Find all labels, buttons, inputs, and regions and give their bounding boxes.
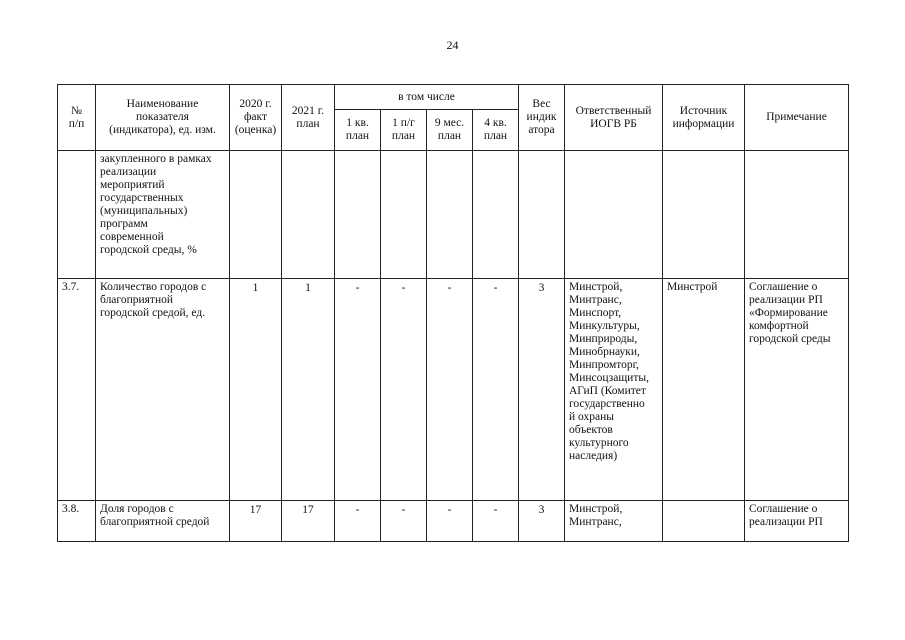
cell-q4	[473, 151, 519, 279]
cell-weight: 3	[538, 504, 545, 516]
cell-note: Соглашение о реализации РП	[745, 501, 849, 542]
header-q1-plan: 1 кв. план	[335, 110, 381, 151]
header-including: в том числе	[335, 85, 519, 110]
header-q4-plan: 4 кв. план	[473, 110, 519, 151]
header-plan-2021: 2021 г. план	[282, 85, 335, 151]
cell-h1: -	[401, 282, 406, 294]
cell-q1: -	[355, 282, 360, 294]
cell-h1	[381, 151, 427, 279]
header-fact-2020: 2020 г. факт (оценка)	[230, 85, 282, 151]
cell-note	[745, 151, 849, 279]
cell-responsible: Минстрой, Минтранс,	[565, 501, 663, 542]
cell-num: 3.7.	[58, 279, 96, 501]
cell-q1: -	[355, 504, 360, 516]
cell-name: Количество городов с благоприятной городской средой, ед.	[96, 279, 230, 501]
cell-fact-2020	[230, 151, 282, 279]
cell-q4: -	[493, 282, 498, 294]
indicators-table	[57, 84, 849, 542]
cell-fact-2020: 1	[252, 282, 259, 294]
header-responsible: Ответственный ИОГВ РБ	[565, 85, 663, 151]
cell-num: 3.8.	[58, 501, 96, 542]
cell-plan-2021: 17	[302, 504, 314, 516]
table-row	[58, 279, 849, 501]
cell-q4: -	[493, 504, 498, 516]
table-header-row	[58, 85, 849, 110]
cell-q1	[335, 151, 381, 279]
table-row	[58, 501, 849, 542]
cell-source: Минстрой	[663, 279, 745, 501]
cell-9m	[427, 151, 473, 279]
header-9m-plan: 9 мес. план	[427, 110, 473, 151]
cell-responsible	[565, 151, 663, 279]
cell-source	[663, 501, 745, 542]
cell-h1: -	[401, 504, 406, 516]
cell-weight	[519, 151, 565, 279]
cell-9m: -	[447, 282, 452, 294]
cell-num	[58, 151, 96, 279]
cell-note: Соглашение о реализации РП «Формирование комфортной городской среды	[745, 279, 849, 501]
cell-source	[663, 151, 745, 279]
cell-plan-2021: 1	[305, 282, 311, 294]
header-h1-plan: 1 п/г план	[381, 110, 427, 151]
cell-9m: -	[447, 504, 452, 516]
cell-name: закупленного в рамках реализации мероприятий государственных (муниципальных) программ современной городской среды, %	[96, 151, 230, 279]
cell-weight: 3	[538, 282, 545, 294]
header-source: Источник информации	[663, 85, 745, 151]
header-num: № п/п	[58, 85, 96, 151]
page-number: 24	[446, 38, 459, 52]
cell-name: Доля городов с благоприятной средой	[96, 501, 230, 542]
header-name: Наименование показателя (индикатора), ед. изм.	[96, 85, 230, 151]
header-weight: Вес индик атора	[519, 85, 565, 151]
cell-plan-2021	[282, 151, 335, 279]
cell-responsible: Минстрой, Минтранс, Минспорт, Минкультуры, Минприроды, Минобрнауки, Минпромторг, Минсоцзащиты, АГиП (Комитет государственно й охраны объектов культурного наследия)	[565, 279, 663, 501]
header-note: Примечание	[745, 85, 849, 151]
table-row	[58, 151, 849, 279]
cell-fact-2020: 17	[249, 504, 262, 516]
